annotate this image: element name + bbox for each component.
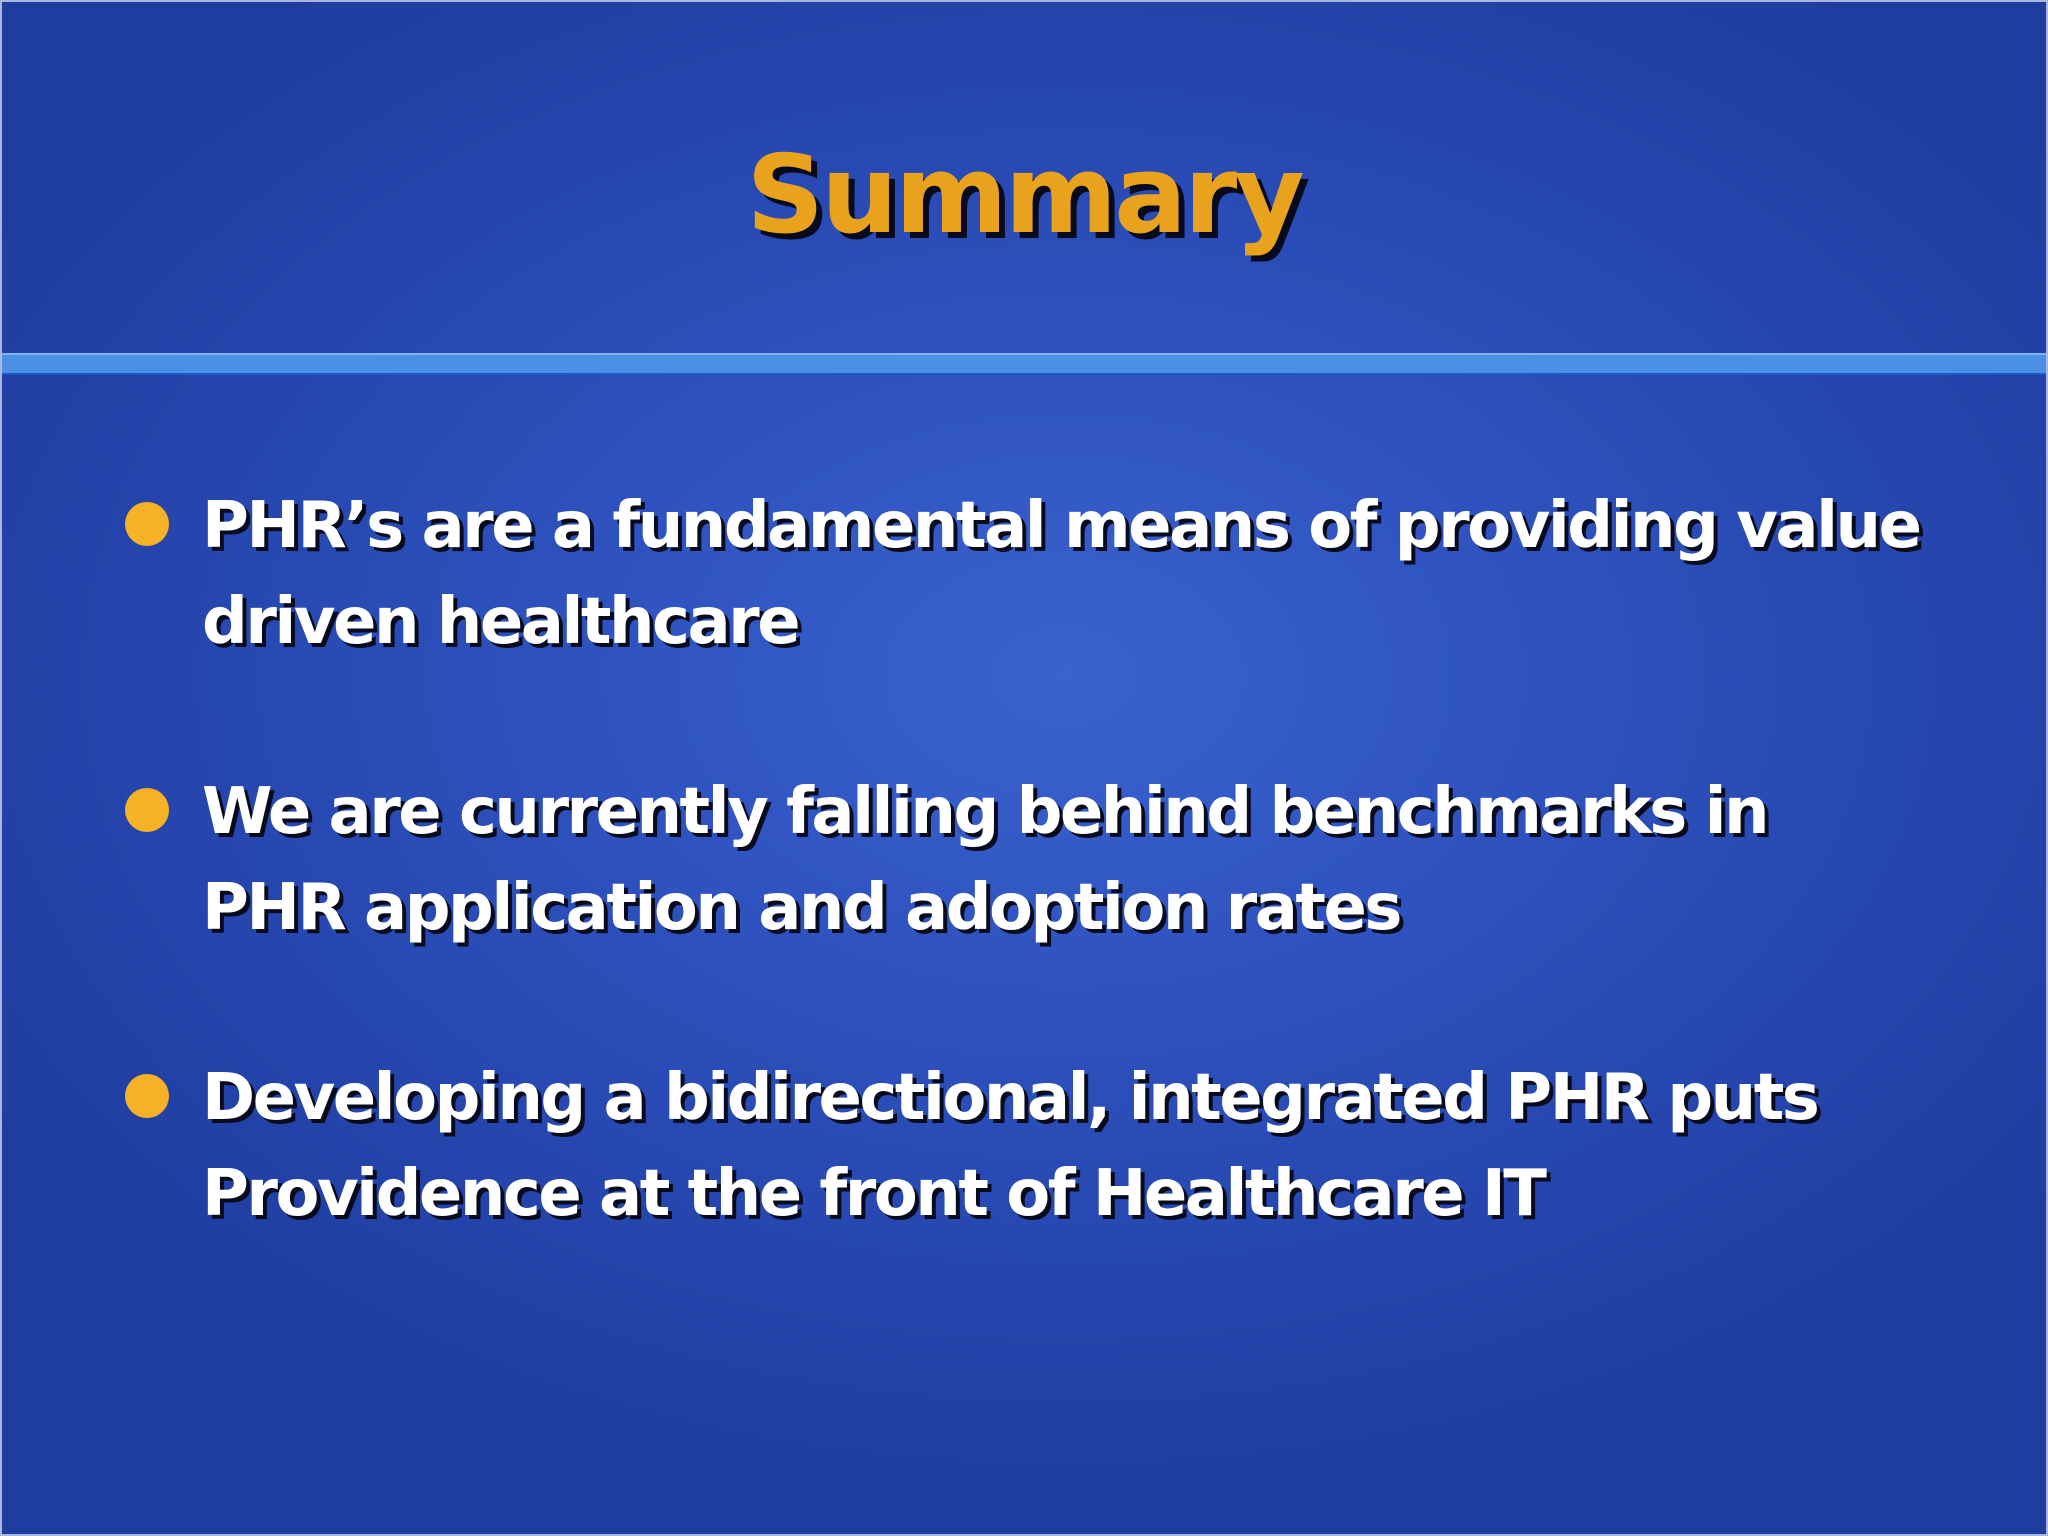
bullet-dot-icon (125, 1074, 169, 1118)
bullet-item (125, 478, 1965, 670)
bullet-dot-icon (125, 788, 169, 832)
bullet-dot-icon (125, 502, 169, 546)
slide-title: Summary (746, 133, 1302, 258)
bullet-item (125, 764, 1965, 956)
bullet-item (125, 1050, 1965, 1242)
bullet-text-line: PHR’s are a fundamental means of providing value (202, 489, 1920, 563)
bullet-text-line: driven healthcare (202, 585, 799, 659)
bullet-text-line: Developing a bidirectional, integrated PHR puts (202, 1061, 1818, 1135)
bullet-text-line: We are currently falling behind benchmarks in (202, 775, 1768, 849)
bullet-list (125, 478, 1965, 1336)
bullet-text-line: PHR application and adoption rates (202, 871, 1400, 945)
title-divider (0, 353, 2048, 375)
bullet-text-line: Providence at the front of Healthcare IT (202, 1157, 1545, 1231)
